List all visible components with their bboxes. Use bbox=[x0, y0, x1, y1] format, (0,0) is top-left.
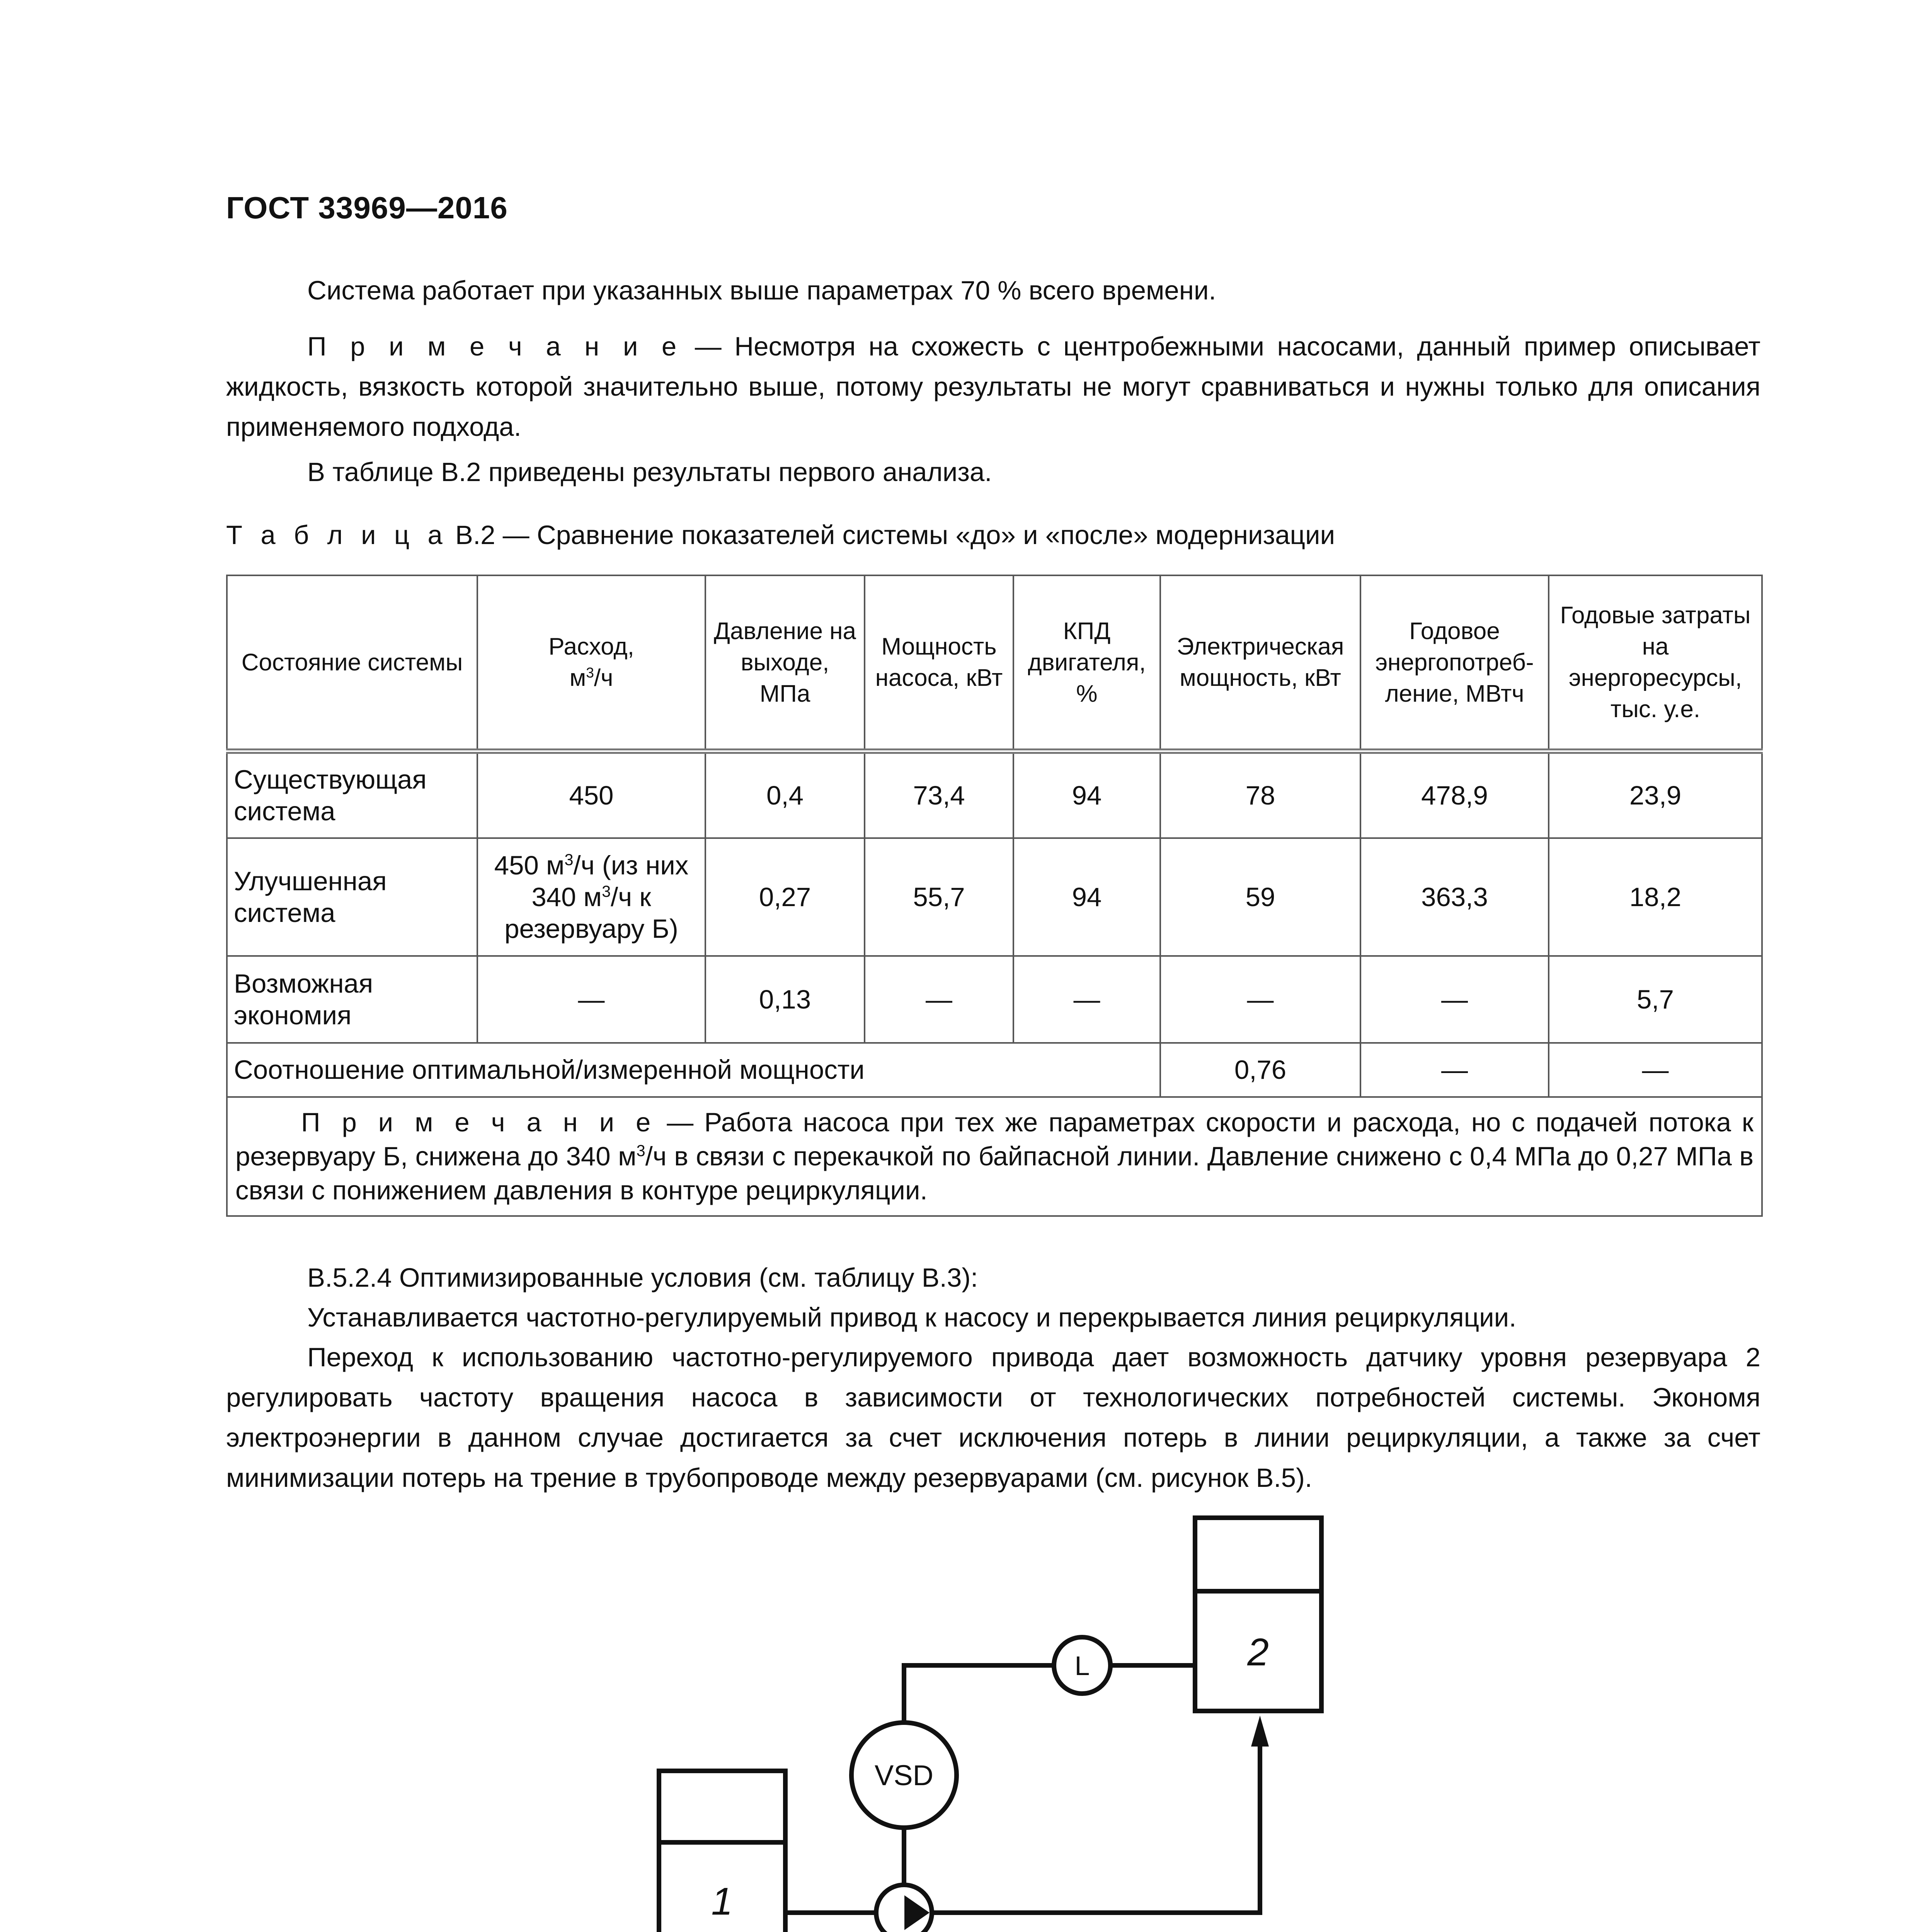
cell-annual-energy: — bbox=[1360, 1043, 1549, 1097]
cell-ratio-label: Соотношение оптимальной/измеренной мощности bbox=[227, 1043, 1160, 1097]
cell-flow: 450 $м^3/ч$ (из них 340 $м^3/ч$ к резервуару Б) bbox=[477, 838, 705, 956]
cell-power: — bbox=[865, 956, 1013, 1043]
paragraph-operating-time: Система работает при указанных выше параметрах 70 % всего времени. bbox=[307, 276, 1216, 305]
cell-pressure: 0,4 bbox=[705, 751, 865, 838]
header-annual-cost: Годовые затраты на энергоресурсы, тыс. у.е. bbox=[1549, 575, 1762, 751]
cell-power: 73,4 bbox=[865, 751, 1013, 838]
section-heading: В.5.2.4 Оптимизированные условия (см. таблицу В.3): bbox=[307, 1263, 978, 1293]
pump-icon bbox=[876, 1885, 932, 1932]
tank-2-label: 2 bbox=[1247, 1631, 1269, 1674]
cell-state: Возможная экономия bbox=[227, 956, 477, 1043]
cell-state: Существующая система bbox=[227, 751, 477, 838]
cell-efficiency: 94 bbox=[1013, 838, 1160, 956]
table-caption-label: Т а б л и ц а bbox=[226, 520, 448, 550]
section-paragraph-1: Устанавливается частотно-регулируемый привод к насосу и перекрывается линия рециркуляции. bbox=[307, 1303, 1517, 1332]
header-power: Мощность насоса, кВт bbox=[865, 575, 1013, 751]
cell-flow: — bbox=[477, 956, 705, 1043]
cell-annual-energy: 363,3 bbox=[1360, 838, 1549, 956]
cell-electric: 59 bbox=[1160, 838, 1360, 956]
tank-1-label: 1 bbox=[711, 1880, 733, 1923]
cell-electric: — bbox=[1160, 956, 1360, 1043]
cell-annual-cost: 23,9 bbox=[1549, 751, 1762, 838]
header-annual-energy: Годовое энергопотреб-ление, МВтч bbox=[1360, 575, 1549, 751]
flow-arrow-icon bbox=[1251, 1716, 1269, 1747]
header-efficiency: КПД двигателя, % bbox=[1013, 575, 1160, 751]
table-note: П р и м е ч а н и е — Работа насоса при тех же параметрах скорости и расхода, но с подачей потока к резервуару Б, снижена до 340 $м^3/ч$ в связи с перекачкой по байпасной линии. Давление снижено с 0,4 МПа до 0,27 МПа в связи с понижением давления в контуре рециркуляции. bbox=[227, 1097, 1762, 1216]
cell-pressure: 0,27 bbox=[705, 838, 865, 956]
cell-state: Улучшенная система bbox=[227, 838, 477, 956]
header-flow: Расход, $м^3/ч$ bbox=[477, 575, 705, 751]
vsd-label: VSD bbox=[874, 1759, 934, 1791]
tank-2 bbox=[1195, 1518, 1321, 1711]
cell-power: 55,7 bbox=[865, 838, 1013, 956]
cell-annual-cost: 5,7 bbox=[1549, 956, 1762, 1043]
document-header: ГОСТ 33969—2016 bbox=[226, 190, 508, 225]
sensor-label: L bbox=[1074, 1651, 1090, 1681]
header-pressure: Давление на выходе, МПа bbox=[705, 575, 865, 751]
paragraph-table-intro: В таблице В.2 приведены результаты первого анализа. bbox=[307, 457, 992, 487]
note-text: — Несмотря на схожесть с центробежными насосами, данный пример описывает жидкость, вязкость которой значительно выше, потому результаты не могут сравниваться и нужны только для описания применяемого подхода. bbox=[226, 332, 1760, 442]
cell-flow: 450 bbox=[477, 751, 705, 838]
header-electric: Электрическая мощность, кВт bbox=[1160, 575, 1360, 751]
table-caption-text: В.2 — Сравнение показателей системы «до» и «после» модернизации bbox=[448, 520, 1335, 550]
cell-pressure: 0,13 bbox=[705, 956, 865, 1043]
cell-efficiency: — bbox=[1013, 956, 1160, 1043]
cell-electric: 78 bbox=[1160, 751, 1360, 838]
cell-efficiency: 94 bbox=[1013, 751, 1160, 838]
pump-triangle-icon bbox=[904, 1895, 930, 1930]
cell-electric: 0,76 bbox=[1160, 1043, 1360, 1097]
section-paragraph-2: Переход к использованию частотно-регулируемого привода дает возможность датчику уровня резервуара 2 регулировать частоту вращения насоса в зависимости от технологических потребностей системы. Экономя электроэнергии в данном случае достигается за счет исключения потерь в линии рециркуляции, а также за счет минимизации потерь на трение в трубопроводе между резервуарами (см. рисунок В.5). bbox=[226, 1342, 1760, 1493]
pipe-pump-tank2 bbox=[932, 1730, 1260, 1913]
cell-annual-energy: 478,9 bbox=[1360, 751, 1549, 838]
line-vsd-sensor bbox=[904, 1665, 1054, 1723]
cell-annual-cost: 18,2 bbox=[1549, 838, 1762, 956]
header-state: Состояние системы bbox=[227, 575, 477, 751]
cell-annual-energy: — bbox=[1360, 956, 1549, 1043]
cell-annual-cost: — bbox=[1549, 1043, 1762, 1097]
note-label: П р и м е ч а н и е bbox=[307, 332, 682, 361]
